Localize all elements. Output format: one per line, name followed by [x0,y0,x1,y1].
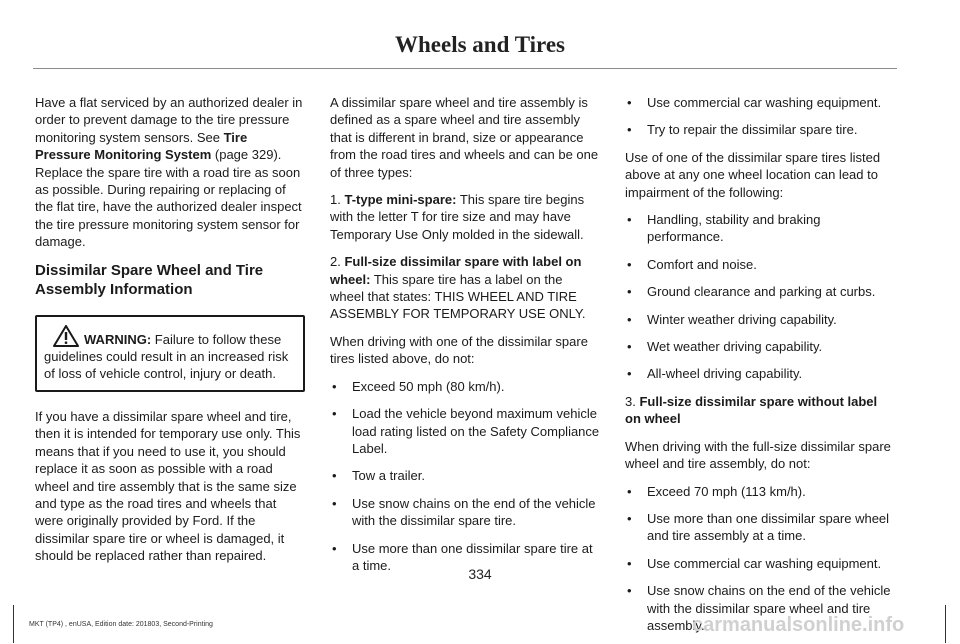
impairment-list [625,211,895,383]
tpms-reference-link[interactable]: Tire Pressure Monitoring System [35,129,248,163]
list-item-text: Winter weather driving capability. [647,311,837,327]
bullet-icon: • [627,510,632,526]
type-label: Full-size dissimilar spare with label on wheel: [330,254,582,287]
definition-paragraph: A dissimilar spare wheel and tire assembly is defined as a spare wheel and tire assembly that is different in brand, size or appearance from the road tires and wheels and can be one of three types: [330,95,599,180]
list-item-text: Exceed 70 mph (113 km/h). [647,483,806,499]
list-item-text: Handling, stability and braking performance. [647,212,821,245]
type-number: 1. [330,192,345,208]
type-3-paragraph [625,393,895,428]
type-label: T-type mini-spare: [344,192,457,208]
type-label: Full-size dissimilar spare without label on wheel [625,393,878,427]
bullet-icon: • [332,378,337,394]
crop-mark [13,605,14,643]
full-size-do-not-list [625,483,895,635]
list-item [330,378,600,395]
temporary-use-paragraph: If you have a dissimilar spare wheel and tire, then it is intended for temporary use only. This means that if you need to use it, you should replace it as soon as possible with a road wheel and tire assembly that is the same size and type as the road tires and wheels that were originally provided by Ford. If the dissimilar spare tire or wheel is damaged, it should be replaced rather than repaired. [35,408,301,564]
list-item [625,256,895,273]
list-item [625,338,895,355]
list-item [330,405,600,457]
list-item-text: Load the vehicle beyond maximum vehicle load rating listed on the Safety Compliance Label. [352,406,600,456]
bullet-icon: • [332,468,337,484]
list-item [625,121,895,138]
list-item [625,283,895,300]
type-text: This spare tire has a label on the wheel that states: THIS WHEEL AND TIRE ASSEMBLY FOR TEMPORARY USE ONLY. [330,271,586,322]
type-number: 2. [330,254,345,270]
bullet-icon: • [627,311,632,327]
list-item-text: Use more than one dissimilar spare wheel and tire assembly at a time. [647,510,890,544]
list-item-text: Use snow chains on the end of the vehicle with the dissimilar spare tire. [352,495,596,529]
list-item-text: Use commercial car washing equipment. [647,95,882,110]
header-divider [33,68,897,69]
full-size-driving-intro: When driving with the full-size dissimilar spare wheel and tire assembly, do not: [625,438,891,472]
list-item-text: Use commercial car washing equipment. [647,555,882,571]
bullet-icon: • [332,540,337,556]
type-text: This spare tire begins with the letter T for tire size and may have Temporary Use Only molded in the sidewall. [330,192,585,242]
edition-footer: MKT (TP4) , enUSA, Edition date: 201803, Second-Printing [29,621,213,628]
list-item-text: Comfort and noise. [647,256,757,272]
column-3 [625,94,895,644]
page-title: Wheels and Tires [395,32,565,57]
flat-service-paragraph [35,94,305,251]
bullet-icon: • [332,495,337,511]
section-heading: Dissimilar Spare Wheel and Tire Assembly Information [35,261,264,298]
do-not-list-continued [625,94,895,139]
list-item-text: Tow a trailer. [352,468,425,484]
column-2 [330,94,600,584]
bullet-icon: • [627,583,632,599]
list-item [625,483,895,500]
driving-intro-paragraph: When driving with one of the dissimilar spare tires listed above, do not: [330,333,588,367]
list-item [330,467,600,484]
paragraph-text: Have a flat serviced by an authorized dealer in order to prevent damage to the tire pressure monitoring system sensors. See [35,95,303,145]
list-item [330,495,600,530]
bullet-icon: • [627,256,632,272]
list-item [625,510,895,545]
type-2-paragraph [330,253,600,323]
page-number: 334 [468,566,492,582]
bullet-icon: • [627,483,632,499]
warning-triangle-icon [53,325,79,347]
type-number: 3. [625,393,640,409]
list-item-text: Use snow chains on the end of the vehicle with the dissimilar spare wheel and tire assembly. [647,583,891,633]
bullet-icon: • [627,95,632,110]
list-item-text: Wet weather driving capability. [647,339,823,355]
column-1 [35,94,305,575]
bullet-icon: • [627,555,632,571]
list-item-text: Ground clearance and parking at curbs. [647,284,876,300]
bullet-icon: • [627,122,632,138]
list-item-text: All-wheel driving capability. [647,366,803,382]
bullet-icon: • [627,284,632,300]
do-not-list [330,378,600,575]
warning-label: WARNING: [84,331,152,347]
list-item-text: Try to repair the dissimilar spare tire. [647,122,858,138]
impairment-intro-paragraph: Use of one of the dissimilar spare tires listed above at any one wheel location can lead to impairment of the following: [625,149,881,200]
bullet-icon: • [627,366,632,382]
type-1-paragraph [330,191,600,243]
warning-box [35,315,305,392]
warning-text: Failure to follow these guidelines could result in an increased risk of loss of vehicle control, injury or death. [44,331,289,382]
bullet-icon: • [627,339,632,355]
bullet-icon: • [627,212,632,228]
list-item [625,211,895,246]
list-item [625,311,895,328]
list-item [625,94,895,111]
watermark: carmanualsonline.info [692,614,905,636]
crop-mark [945,605,946,643]
bullet-icon: • [332,406,337,422]
list-item [625,365,895,382]
list-item-text: Exceed 50 mph (80 km/h). [352,378,505,394]
list-item-text: Use more than one dissimilar spare tire at a time. [352,540,593,573]
paragraph-text: (page 329). Replace the spare tire with a road tire as soon as possible. During repairing or replacing of the flat tire, have the authorized dealer inspect the tire pressure monitoring system sensor for damage. [35,147,302,250]
